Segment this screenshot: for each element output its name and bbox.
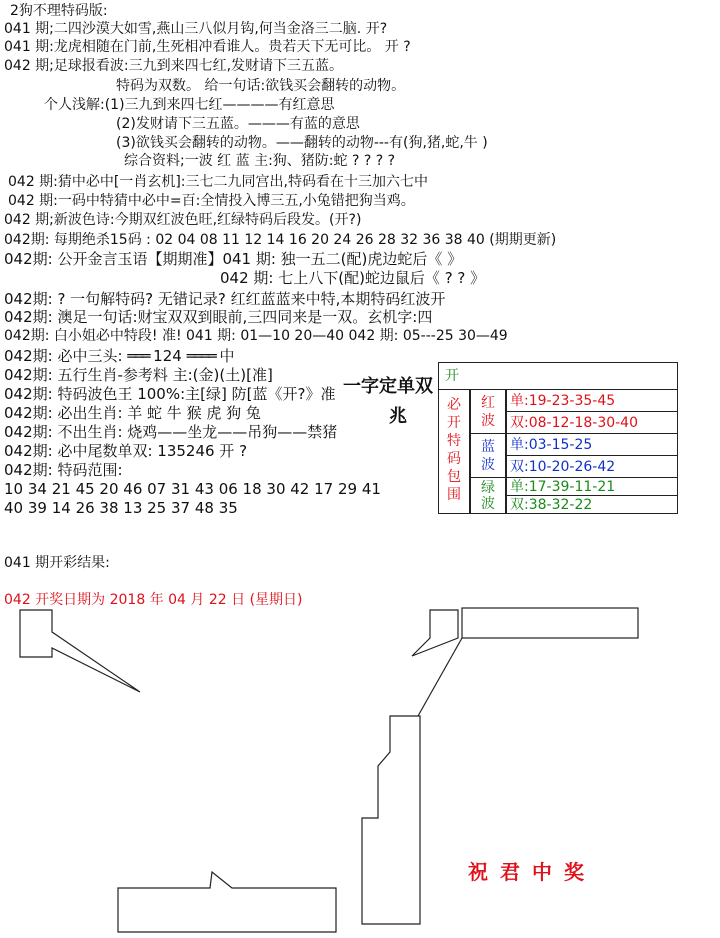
double-numbers: 08-12-18-30-40 (528, 415, 638, 431)
double-label: 双: (510, 497, 529, 513)
callout-bubble-small (412, 610, 458, 656)
callout-tall-column (362, 716, 420, 924)
text-line: 042期: ? 一句解特码? 无错记录? 红红蓝蓝来中特,本期特码红波开 (4, 290, 446, 308)
text-line: 042期: 必中尾数单双: 135246 开 ? (4, 442, 248, 460)
text-line: 041 期;二四沙漠大如雪,燕山三八似月钩,何当金洛三二脑. 开? (4, 21, 388, 37)
text-line: 042 期;新波色诗:今期双红波色旺,红绿特码后段发。(开?) (4, 212, 362, 228)
previous-results-label: 041 期开彩结果: (4, 555, 110, 571)
group-label-text: 绿波 (481, 480, 495, 512)
head-suffix: 中 (219, 347, 235, 365)
single-numbers: 19-23-35-45 (528, 393, 616, 409)
text-line: 042 期;足球报看波:三九到来四七红,发财请下三五蓝。 (4, 58, 344, 74)
text-line: 041 期:龙虎相随在门前,生死相冲看谁人。贵若天下无可比。 开 ? (4, 39, 411, 55)
double-label: 双: (510, 415, 529, 431)
text-line: 042期: 不出生肖: 烧鸡——坐龙——吊狗——禁猪 (4, 423, 338, 441)
group-label-text: 红波 (481, 395, 495, 429)
double-numbers: 38-32-22 (528, 497, 593, 513)
text-line: 042期: 特码波色王 100%:主[绿] 防[蓝《开?》准 (4, 385, 336, 403)
callout-bar-top (462, 608, 638, 638)
doc-title: 2狗不理特码版: (10, 3, 108, 19)
double-label: 双: (510, 459, 529, 475)
single-label: 单: (510, 479, 529, 495)
text-line: 042期: 公开金言玉语【期期准】041 期: 独一五二(配)虎边蛇后《 》 (4, 250, 463, 268)
double-numbers: 10-20-26-42 (528, 459, 616, 475)
text-line: 042 期:猜中必中[一肖玄机]:三七二九同宫出,特码看在十三加六七中 (8, 174, 428, 190)
bars-glyph: ════ (186, 347, 215, 365)
single-numbers: 17-39-11-21 (528, 479, 616, 495)
text-line: 特码为双数。 给一句话:欲钱买会翻转的动物。 (116, 78, 406, 94)
text-line: 个人浅解:(1)三九到来四七红————有红意思 (44, 97, 335, 113)
text-line: 042期: 特码范围: (4, 461, 123, 479)
prediction-header: 开 (438, 362, 678, 390)
callout-bubble-left (20, 610, 140, 692)
draw-date-line: 042 开奖日期为 2018 年 04 月 22 日 (星期日) (4, 592, 303, 608)
text-line: 042期: 每期绝杀15码 : 02 04 08 11 12 14 16 20 24 26 28 32 36 38 40 (期期更新) (4, 232, 557, 248)
number-range-line: 40 39 14 26 38 13 25 37 48 35 (4, 499, 238, 517)
text-line: 042 期: 七上八下(配)蛇边鼠后《 ? ? 》 (220, 269, 486, 287)
text-line: 042期: 澳足一句话:财宝双双到眼前,三四同来是一双。玄机字:四 (4, 308, 433, 326)
blessing-text: 祝君中奖 (468, 860, 596, 884)
single-label: 单: (510, 393, 529, 409)
side-label-text: 必开特码包围 (447, 397, 461, 503)
text-line: 综合资料;一波 红 蓝 主:狗、猪防:蛇 ? ? ? ? (124, 153, 396, 169)
title-line-2: 兆 (389, 406, 407, 427)
head-digits: 124 (153, 347, 182, 365)
text-line: 042期: 必出生肖: 羊 蛇 牛 猴 虎 狗 兔 (4, 404, 261, 422)
text-line-label: 042期: 必中三头: (4, 347, 123, 365)
text-line: 042 期:一码中特猜中必中=百:全情投入博三五,小兔错把狗当鸡。 (8, 193, 415, 209)
bars-glyph: ═══ (127, 347, 149, 365)
number-range-line: 10 34 21 45 20 46 07 31 43 06 18 30 42 17 29 41 (4, 480, 381, 498)
text-line: (3)欲钱买会翻转的动物。——翻转的动物---有(狗,猪,蛇,牛 ) (116, 135, 488, 151)
text-line: 042期: 五行生肖-参考料 主:(金)(土)[准] (4, 366, 273, 384)
callout-bottom-box (118, 872, 336, 932)
title-line-1: 一字定单双 (343, 376, 433, 397)
single-numbers: 03-15-25 (528, 437, 593, 453)
text-line: (2)发财请下三五蓝。———有蓝的意思 (116, 116, 360, 132)
single-label: 单: (510, 437, 529, 453)
group-label-text: 蓝波 (481, 439, 495, 473)
text-line: 042期: 白小姐必中特段! 准! 041 期: 01—10 20—40 042 期: 05---25 30—49 (4, 328, 508, 344)
